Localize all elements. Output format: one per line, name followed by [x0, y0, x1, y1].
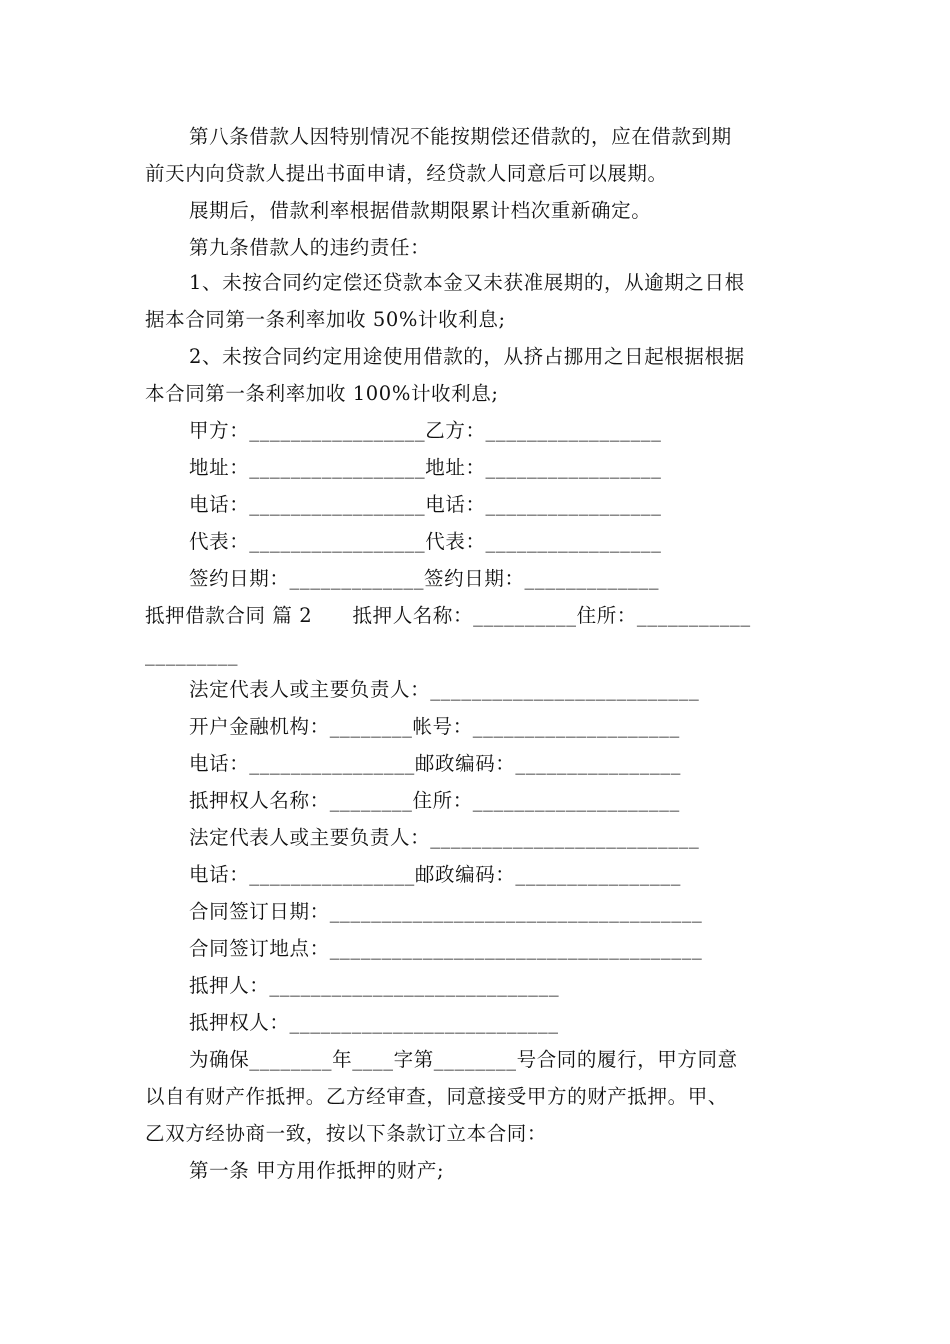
preamble-line-2: 以自有财产作抵押。乙方经审查，同意接受甲方的财产抵押。甲、: [145, 1085, 728, 1108]
clause-2-line-1: 2、未按合同约定用途使用借款的，从挤占挪用之日起根据根据: [189, 345, 745, 368]
clause-2-line-2: 本合同第一条利率加收 100%计收利息;: [145, 382, 499, 405]
mortgagee-name-field-line: 抵押权人名称：________住所：____________________: [189, 789, 680, 812]
article-9-heading: 第九条借款人的违约责任：: [189, 236, 431, 259]
mortgagee-legal-rep-field-line: 法定代表人或主要负责人：__________________________: [189, 826, 700, 849]
extension-paragraph: 展期后，借款利率根据借款期限累计档次重新确定。: [189, 199, 652, 222]
address-field-line: 地址：_________________地址：_________________: [189, 456, 662, 479]
clause-1-line-1: 1、未按合同约定偿还贷款本金又未获准展期的，从逾期之日根: [189, 271, 745, 294]
representative-field-line: 代表：_________________代表：_________________: [189, 530, 662, 553]
article-8-line-1: 第八条借款人因特别情况不能按期偿还借款的，应在借款到期: [189, 125, 732, 148]
clause-1-line-2: 据本合同第一条利率加收 50%计收利息;: [145, 308, 506, 331]
article-1-heading: 第一条 甲方用作抵押的财产;: [189, 1159, 445, 1182]
party-field-line: 甲方：_________________乙方：_________________: [189, 419, 662, 442]
article-8-line-2: 前天内向贷款人提出书面申请，经贷款人同意后可以展期。: [145, 162, 668, 185]
mortgagee-signature-line: 抵押权人：__________________________: [189, 1011, 559, 1034]
phone-field-line: 电话：_________________电话：_________________: [189, 493, 662, 516]
preamble-line-1: 为确保________年____字第________号合同的履行，甲方同意: [189, 1048, 738, 1071]
contract-date-field-line: 合同签订日期：____________________________________: [189, 900, 703, 923]
phone-postcode-field-line: 电话：________________邮政编码：________________: [189, 752, 681, 775]
contract-place-field-line: 合同签订地点：____________________________________: [189, 937, 703, 960]
preamble-line-3: 乙双方经协商一致，按以下条款订立本合同：: [145, 1122, 548, 1145]
mortgagee-phone-postcode-field-line: 电话：________________邮政编码：________________: [189, 863, 681, 886]
mortgagor-signature-line: 抵押人：____________________________: [189, 974, 560, 997]
legal-rep-field-line: 法定代表人或主要负责人：__________________________: [189, 678, 700, 701]
contract-2-title-line: 抵押借款合同 篇 2 抵押人名称：__________住所：___________: [145, 604, 751, 627]
bank-account-field-line: 开户金融机构：________帐号：____________________: [189, 715, 680, 738]
signing-date-field-line: 签约日期：_____________签约日期：_____________: [189, 567, 660, 590]
residence-blank-continuation: _________: [145, 643, 239, 666]
